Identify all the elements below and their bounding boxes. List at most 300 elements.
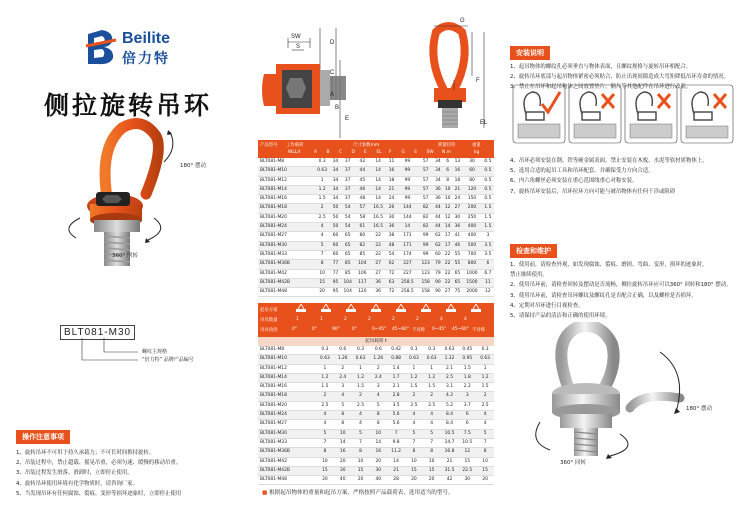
value-cell: 0.63: [314, 167, 331, 176]
header-cell: S: [414, 150, 417, 155]
table-row: [258, 429, 494, 438]
value-cell: 1.5: [316, 383, 334, 392]
value-cell: 16.5: [370, 213, 387, 222]
value-cell: 5: [369, 401, 387, 410]
value-cell: 120: [355, 288, 370, 297]
value-cell: 10.5: [458, 438, 476, 447]
rotate-callout-2: 360° 回转: [560, 460, 586, 466]
spec-table-header: [258, 140, 494, 158]
value-cell: 57: [418, 158, 433, 167]
inspect-item: 5、请保持产品的清洁和正确的使用环境。: [510, 313, 611, 320]
value-cell: 61: [355, 223, 370, 232]
header-cell: F: [389, 150, 392, 155]
value-cell: 0.5: [482, 195, 494, 204]
value-cell: 99: [396, 167, 418, 176]
value-cell: 13: [452, 158, 462, 167]
value-cell: 21: [387, 466, 405, 475]
value-cell: 34: [331, 185, 341, 194]
value-cell: 20: [314, 288, 331, 297]
value-cell: 3: [369, 383, 387, 392]
value-cell: 2.1: [441, 364, 459, 373]
model-cell: BLT081-M8: [258, 346, 316, 355]
brand-note: “倍力特” 品牌产品编号: [142, 357, 194, 363]
value-cell: 1.8: [458, 373, 476, 382]
value-cell: 10: [369, 429, 387, 438]
value-cell: 22.5: [458, 466, 476, 475]
value-cell: 2: [334, 364, 352, 373]
value-cell: 44: [433, 213, 443, 222]
value-cell: 30: [387, 213, 397, 222]
value-cell: 82: [418, 213, 433, 222]
table-row: [258, 373, 494, 382]
value-cell: 21: [452, 185, 462, 194]
value-cell: 80: [355, 232, 370, 241]
value-cell: 0.3: [314, 158, 331, 167]
value-cell: 60: [331, 232, 341, 241]
value-cell: 4: [316, 420, 334, 429]
lift-method-icon: [319, 304, 333, 313]
table-row: [258, 232, 494, 241]
model-cell: BLT081-M20: [258, 213, 314, 222]
value-cell: 55: [452, 260, 462, 269]
value-cell: 8: [334, 420, 352, 429]
value-cell: 5.6: [387, 411, 405, 420]
value-cell: 18: [387, 176, 397, 185]
dim-el: EL: [480, 120, 488, 126]
header-cell: 45~60°: [392, 327, 410, 332]
install-item: 1、起吊物体的螺纹孔必须垂直与物体表面，且螺纹规格与旋转吊环相配合。: [510, 64, 692, 70]
table-row: [258, 213, 494, 222]
value-cell: 34: [331, 195, 341, 204]
value-cell: 34: [433, 176, 443, 185]
value-cell: 8: [476, 448, 494, 457]
value-cell: 2.1: [387, 383, 405, 392]
value-cell: 20: [476, 476, 494, 485]
value-cell: 7: [352, 438, 370, 447]
value-cell: 15: [458, 457, 476, 466]
logo-mark-icon: [84, 28, 118, 66]
value-cell: 80: [462, 176, 482, 185]
value-cell: 4: [423, 420, 441, 429]
value-cell: 1.26: [334, 355, 352, 364]
value-cell: 5: [405, 429, 423, 438]
value-cell: 10: [352, 457, 370, 466]
value-cell: 0.42: [387, 346, 405, 355]
value-cell: 37: [340, 158, 355, 167]
header-cell: 0°: [312, 327, 317, 332]
value-cell: 104: [355, 260, 370, 269]
value-cell: 82: [355, 241, 370, 250]
value-cell: 30: [334, 466, 352, 475]
value-cell: 54: [387, 250, 397, 259]
table-row: [258, 278, 494, 287]
value-cell: 14: [387, 457, 405, 466]
header-cell: A: [314, 150, 318, 155]
model-cell: BLT081-M18: [258, 204, 314, 213]
load-count-row: [290, 317, 494, 325]
value-cell: 5: [314, 241, 331, 250]
lift-method-icon: [394, 304, 408, 313]
value-cell: 36: [370, 278, 387, 287]
value-cell: 8: [316, 448, 334, 457]
value-cell: 1: [405, 364, 423, 373]
value-cell: 24: [452, 195, 462, 204]
spec-dim-col-heads: [258, 150, 494, 158]
value-cell: 60: [331, 250, 341, 259]
table-row: [258, 438, 494, 447]
model-cell: BLT081-M14: [258, 373, 316, 382]
value-cell: 36: [433, 195, 443, 204]
table-row: [258, 355, 494, 364]
value-cell: 16: [452, 167, 462, 176]
value-cell: 0.63: [352, 355, 370, 364]
value-cell: 79: [433, 269, 443, 278]
swing-callout-2: 180° 摆动: [686, 406, 712, 412]
value-cell: 7.5: [458, 429, 476, 438]
value-cell: 5: [352, 429, 370, 438]
value-cell: 2: [314, 204, 331, 213]
value-cell: 0.3: [316, 346, 334, 355]
value-cell: 10: [476, 457, 494, 466]
page-title: 侧拉旋转吊环: [44, 91, 213, 120]
value-cell: 4: [314, 223, 331, 232]
dim-sw: SW: [291, 34, 301, 40]
value-cell: 6: [458, 411, 476, 420]
header-cell: 1: [320, 317, 323, 322]
value-cell: 44: [433, 223, 443, 232]
value-cell: 90: [433, 288, 443, 297]
value-cell: 62: [433, 232, 443, 241]
value-cell: 2.4: [369, 373, 387, 382]
value-cell: 4: [316, 411, 334, 420]
value-cell: 2.5: [441, 373, 459, 382]
value-cell: 65: [452, 278, 462, 287]
value-cell: 48: [387, 241, 397, 250]
operation-heading: 操作注意事项: [16, 430, 70, 444]
value-cell: 2: [316, 392, 334, 401]
value-cell: 34: [331, 158, 341, 167]
value-cell: 14: [370, 158, 387, 167]
value-cell: 44: [433, 204, 443, 213]
value-cell: 3: [334, 383, 352, 392]
spec-head-torque: 锁紧扭矩: [438, 143, 456, 148]
header-cell: 0~45°: [432, 327, 447, 332]
install-section-2: [510, 156, 740, 197]
value-cell: 21: [441, 457, 459, 466]
value-cell: 1.5: [476, 383, 494, 392]
value-cell: 3.5: [387, 401, 405, 410]
inspect-section: [510, 238, 740, 321]
dim-s: S: [296, 44, 301, 50]
model-cell: BLT081-M42B: [258, 278, 314, 287]
value-cell: 104: [340, 288, 355, 297]
value-cell: 16.8: [441, 448, 459, 457]
value-cell: 1.5: [482, 223, 494, 232]
value-cell: 0.88: [387, 355, 405, 364]
value-cell: 15: [352, 466, 370, 475]
value-cell: 85: [340, 260, 355, 269]
value-cell: 4: [352, 420, 370, 429]
value-cell: 4: [423, 411, 441, 420]
model-cell: BLT081-M16: [258, 383, 316, 392]
table-row: [258, 158, 494, 167]
value-cell: 0.63: [423, 355, 441, 364]
value-cell: 0.63: [316, 355, 334, 364]
value-cell: 99: [396, 158, 418, 167]
value-cell: 4: [369, 392, 387, 401]
value-cell: 8: [369, 420, 387, 429]
value-cell: 12: [482, 288, 494, 297]
value-cell: 0.63: [405, 355, 423, 364]
value-cell: 2: [476, 392, 494, 401]
model-cell: BLT081-M42: [258, 269, 314, 278]
header-cell: 2: [344, 317, 347, 322]
value-cell: 65: [340, 232, 355, 241]
header-cell: 2: [392, 317, 395, 322]
value-cell: 6: [443, 158, 453, 167]
value-cell: 77: [331, 269, 341, 278]
value-cell: 99: [396, 176, 418, 185]
value-cell: 82: [418, 204, 433, 213]
value-cell: 2.8: [387, 392, 405, 401]
value-cell: 1.2: [476, 373, 494, 382]
model-cell: BLT081-M16: [258, 195, 314, 204]
value-cell: 57: [418, 195, 433, 204]
inspect-item: 3、使用吊环前，请检查吊环螺纹及螺纹孔是否配合正确，以及螺栓是否损坏。: [510, 292, 697, 299]
model-cell: BLT081-M10: [258, 355, 316, 364]
value-cell: 12: [458, 448, 476, 457]
value-cell: 30: [452, 213, 462, 222]
load-note-text: 根据起吊物体的重量和起吊方案，严格按照产品载荷表，选用适当的型号。: [269, 490, 454, 496]
value-cell: 400: [462, 223, 482, 232]
value-cell: 77: [331, 260, 341, 269]
dim-e: E: [345, 116, 350, 122]
model-cell: BLT081-M48: [258, 288, 314, 297]
header-cell: 4: [464, 317, 467, 322]
dim-a: A: [330, 92, 335, 98]
value-cell: 14: [370, 176, 387, 185]
table-row: [258, 260, 494, 269]
value-cell: 158: [418, 278, 433, 287]
table-row: [258, 364, 494, 373]
value-cell: 22: [443, 278, 453, 287]
value-cell: 31.5: [441, 466, 459, 475]
value-cell: 11.2: [387, 448, 405, 457]
value-cell: 14: [334, 438, 352, 447]
value-cell: 0.3: [476, 346, 494, 355]
value-cell: 62: [387, 260, 397, 269]
value-cell: 2: [405, 392, 423, 401]
value-cell: 42: [355, 158, 370, 167]
inspect-item: 2、使用吊环前，请检查回转及摆动是否流畅，侧拉旋转吊环应可以360° 回转和180° 摆动。: [510, 282, 732, 289]
header-cell: 0°: [352, 327, 357, 332]
value-cell: 36: [370, 288, 387, 297]
value-cell: 7: [314, 250, 331, 259]
value-cell: 20: [352, 476, 370, 485]
value-cell: 8: [423, 448, 441, 457]
value-cell: 4: [314, 232, 331, 241]
install-item: 5、选用合适的起吊工具和吊环配套，并确保受力方向合适。: [510, 168, 654, 175]
value-cell: 120: [462, 185, 482, 194]
value-cell: 16.5: [370, 223, 387, 232]
value-cell: 27: [443, 288, 453, 297]
header-cell: B: [326, 150, 330, 155]
value-cell: 3.5: [482, 241, 494, 250]
value-cell: 1: [314, 176, 331, 185]
value-cell: 1.2: [352, 373, 370, 382]
value-cell: 27: [370, 260, 387, 269]
value-cell: 55: [452, 250, 462, 259]
value-cell: 158: [418, 288, 433, 297]
value-cell: 22: [370, 241, 387, 250]
value-cell: 1.2: [316, 373, 334, 382]
value-cell: 3.7: [458, 401, 476, 410]
value-cell: 2: [352, 392, 370, 401]
value-cell: 57: [418, 167, 433, 176]
header-cell: G: [401, 150, 405, 155]
table-row: [258, 420, 494, 429]
value-cell: 6: [443, 167, 453, 176]
value-cell: 16: [387, 167, 397, 176]
model-cell: BLT081-M42: [258, 457, 316, 466]
value-cell: 4: [476, 420, 494, 429]
table-row: [258, 167, 494, 176]
value-cell: 400: [462, 232, 482, 241]
value-cell: 95: [331, 288, 341, 297]
value-cell: 11: [482, 278, 494, 287]
value-cell: 99: [396, 185, 418, 194]
model-cell: BLT081-M14: [258, 185, 314, 194]
value-cell: 57: [355, 204, 370, 213]
spec-table: [258, 140, 494, 297]
dim-d: D: [330, 40, 335, 46]
brand-logo: [84, 28, 224, 70]
table-row: [258, 346, 494, 355]
value-cell: 5: [423, 429, 441, 438]
value-cell: 8: [334, 411, 352, 420]
value-cell: 22: [370, 250, 387, 259]
install-item: 2、旋转吊环底部与起吊物体紧密必须贴合，防止出现间隙造成大弯矩降低吊环寿命的情况。: [510, 74, 730, 81]
value-cell: 15: [316, 466, 334, 475]
value-cell: 85: [355, 250, 370, 259]
value-cell: 3: [458, 392, 476, 401]
operation-item: 4、旋转吊环使用环境有化学物质时，请咨询厂家。: [16, 480, 139, 487]
model-cell: BLT081-M20: [258, 401, 316, 410]
value-cell: 34: [433, 167, 443, 176]
value-cell: 14: [370, 185, 387, 194]
value-cell: 1: [352, 364, 370, 373]
value-cell: 2.5: [476, 401, 494, 410]
table-row: [258, 392, 494, 401]
value-cell: 20: [334, 457, 352, 466]
spec-head-torque-unit: N.m: [442, 150, 451, 155]
value-cell: 2.5: [405, 401, 423, 410]
value-cell: 4: [405, 411, 423, 420]
load-head-count: 吊具数量: [260, 318, 278, 323]
value-cell: 57: [418, 176, 433, 185]
model-cell: BLT081-M18: [258, 392, 316, 401]
value-cell: 0.5: [482, 167, 494, 176]
value-cell: 20: [423, 476, 441, 485]
value-cell: 54: [340, 213, 355, 222]
value-cell: 65: [452, 269, 462, 278]
value-cell: 150: [462, 195, 482, 204]
value-cell: 60: [433, 250, 443, 259]
value-cell: 12: [443, 204, 453, 213]
value-cell: 95: [331, 278, 341, 287]
value-cell: 10: [443, 185, 453, 194]
value-cell: 2.5: [423, 401, 441, 410]
spec-head-wll: 工作载荷: [286, 143, 304, 148]
value-cell: 0.5: [482, 185, 494, 194]
header-cell: 2: [416, 317, 419, 322]
value-cell: 0.6: [334, 346, 352, 355]
value-cell: 0.3: [352, 346, 370, 355]
lift-method-icon: [419, 304, 433, 313]
value-cell: 1.5: [482, 213, 494, 222]
value-cell: 34: [331, 176, 341, 185]
inspect-heading: 检查和维护: [510, 244, 557, 258]
value-cell: 18: [452, 176, 462, 185]
value-cell: 117: [355, 278, 370, 287]
value-cell: 36: [452, 223, 462, 232]
spec-head-wll-unit: WLL/t: [288, 150, 301, 155]
value-cell: 1.5: [352, 383, 370, 392]
value-cell: 14: [396, 223, 418, 232]
value-cell: 2: [423, 392, 441, 401]
load-wll-label: 起吊载荷 t: [258, 337, 494, 346]
value-cell: 37: [340, 167, 355, 176]
value-cell: 2.2: [458, 383, 476, 392]
value-cell: 22: [370, 232, 387, 241]
inspect-item: 禁止继续使用。: [510, 272, 548, 279]
value-cell: 1.26: [369, 355, 387, 364]
value-cell: 123: [418, 260, 433, 269]
value-cell: 144: [396, 213, 418, 222]
value-cell: 171: [396, 241, 418, 250]
value-cell: 2.4: [334, 373, 352, 382]
value-cell: 50: [331, 204, 341, 213]
value-cell: 37: [340, 185, 355, 194]
operation-item: 5、当发现吊环有任何腐蚀、裂痕、变形等损坏迹象时，立即停止使用: [16, 490, 182, 497]
install-diagrams: [512, 84, 736, 146]
table-row: [258, 195, 494, 204]
value-cell: 1: [423, 364, 441, 373]
value-cell: 1500: [462, 278, 482, 287]
install-item: 6、内六角螺丝必须安装在重心范围线重心对称安装。: [510, 178, 638, 185]
value-cell: 26: [387, 204, 397, 213]
header-cell: 不对称: [472, 328, 486, 333]
header-cell: SW: [426, 150, 434, 155]
table-row: [258, 204, 494, 213]
value-cell: 1.5: [423, 383, 441, 392]
value-cell: 1.2: [314, 185, 331, 194]
value-cell: 4: [476, 411, 494, 420]
value-cell: 38: [387, 232, 397, 241]
install-item: 4、吊环必须安装在钢、铁等硬金属表面，禁止安装在木板、水泥等软材质物体上。: [510, 158, 708, 164]
value-cell: 1.7: [387, 373, 405, 382]
value-cell: 7: [405, 438, 423, 447]
value-cell: 10: [314, 269, 331, 278]
value-cell: 4: [405, 420, 423, 429]
value-cell: 3: [482, 232, 494, 241]
dim-c: C: [330, 70, 335, 76]
value-cell: 34: [433, 158, 443, 167]
dim-g: G: [460, 18, 465, 24]
value-cell: 99: [418, 232, 433, 241]
value-cell: 10: [334, 429, 352, 438]
value-cell: 14: [443, 223, 453, 232]
